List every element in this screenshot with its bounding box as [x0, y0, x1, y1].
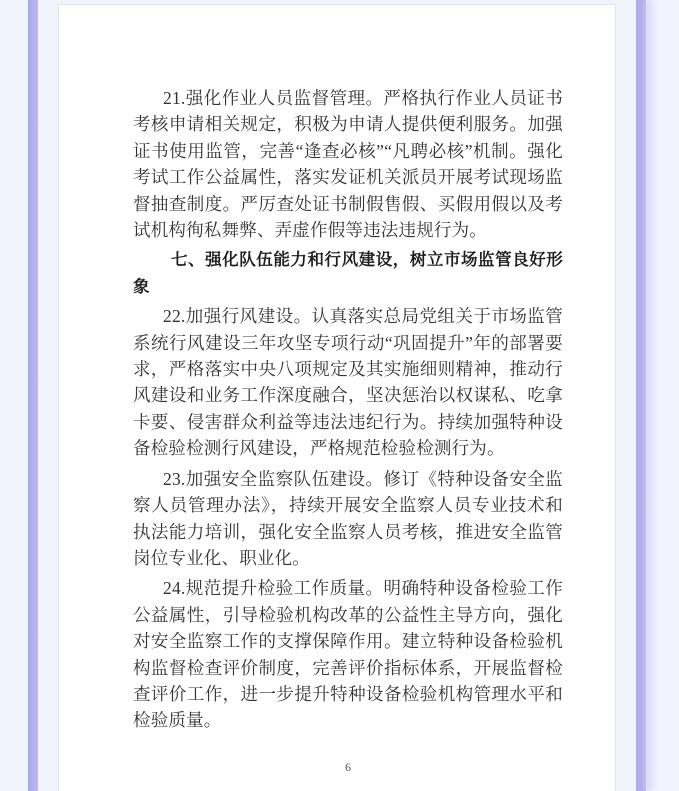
page-content — [59, 5, 615, 775]
paragraph-21: 21.强化作业人员监督管理。严格执行作业人员证书考核申请相关规定，积极为申请人提供便利服务。加强证书使用监管，完善“逢查必核”“凡聘必核”机制。强化考试工作公益属性，落实发证机关派员开展考试现场监督抽查制度。严厉查处证书制假售假、买假用假以及考试机构徇私舞弊、弄虚作假等违法违规行为。 — [133, 88, 563, 241]
section-heading-7: 七、强化队伍能力和行风建设，树立市场监管良好形象 — [133, 251, 563, 296]
paragraph-22: 22.加强行风建设。认真落实总局党组关于市场监管系统行风建设三年攻坚专项行动“巩固提升”年的部署要求，严格落实中央八项规定及其实施细则精神，推动行风建设和业务工作深度融合，坚决惩治以权谋私、吃拿卡要、侵害群众利益等违法违纪行为。持续加强特种设备检验检测行风建设，严格规范检验检测行为。 — [133, 306, 563, 459]
document-page — [58, 4, 616, 791]
right-border-stripe — [636, 0, 646, 791]
paragraph-24: 24.规范提升检验工作质量。明确特种设备检验工作公益属性，引导检验机构改革的公益性主导方向，强化对安全监察工作的支撑保障作用。建立特种设备检验机构监督检查评价制度，完善评价指标体系，开展监督检查评价工作，进一步提升特种设备检验机构管理水平和检验质量。 — [133, 578, 563, 731]
left-border-stripe — [28, 0, 38, 791]
page-number: 6 — [345, 759, 351, 774]
paragraph-23: 23.加强安全监察队伍建设。修订《特种设备安全监察人员管理办法》，持续开展安全监察人员专业技术和执法能力培训，强化安全监察人员考核，推进安全监管岗位专业化、职业化。 — [133, 468, 563, 568]
